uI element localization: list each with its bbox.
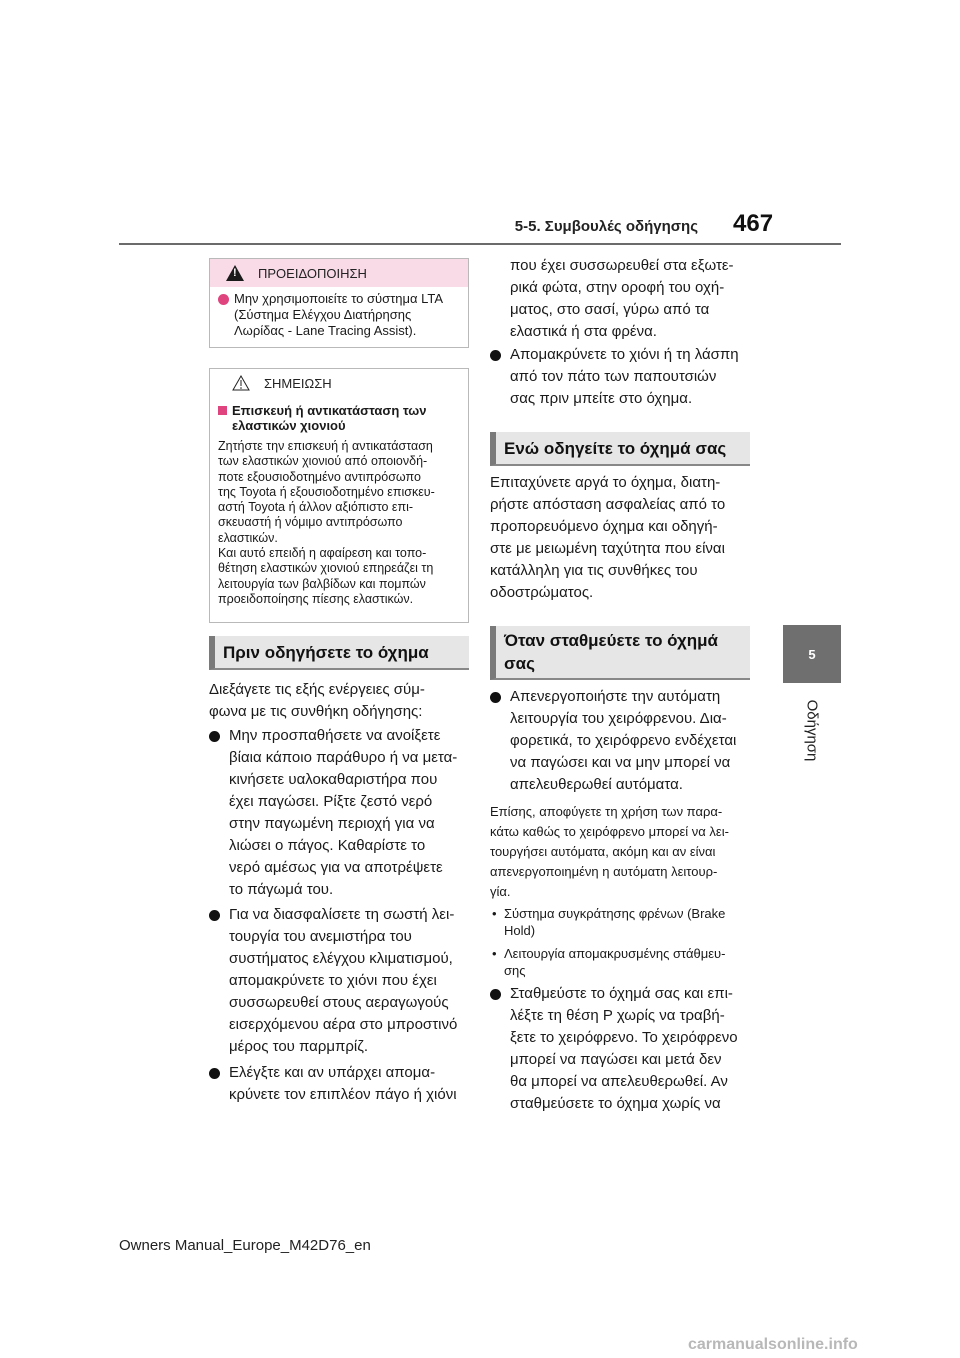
warning-header	[210, 259, 468, 287]
when-parking-sub-bullet-1: • Σύστημα συγκράτησης φρένων (Brake Hold)	[492, 905, 757, 939]
before-driving-continuation: που έχει συσσωρευθεί στα εξωτε- ρικά φώτα, στην οροφή του οχή- ματος, στο σασί, γύρω από τα ελαστικά ή στα φρένα.	[510, 257, 734, 340]
before-driving-bullet-4: Απομακρύνετε το χιόνι ή τη λάσπη από τον πάτο των παπουτσιών σας πριν μπείτε στο όχημα.	[490, 344, 760, 410]
warning-box	[209, 258, 469, 348]
before-driving-bullet-3: Ελέγξτε και αν υπάρχει απομα- κρύνετε τον επιπλέον πάγο ή χιόνι	[209, 1062, 469, 1106]
chapter-label-text: Οδήγηση	[803, 699, 821, 762]
note-header	[210, 369, 468, 397]
note-title: ΣΗΜΕΙΩΣΗ	[264, 375, 332, 391]
before-driving-bullet-1: Μην προσπαθήσετε να ανοίξετε βίαια κάποιο παράθυρο ή να μετα- κινήσετε υαλοκαθαριστήρα που έχει παγώσει. Ρίξτε ζεστό νερό στην παγωμένη περιοχή για να λιώσει ο πάγος. Καθαρίστε το νερό αμέσως για να αποτρέψετε το πάγωμά του.	[209, 725, 469, 901]
chapter-label	[783, 690, 841, 770]
before-driving-bullet-2: Για να διασφαλίσετε τη σωστή λει- τουργία του ανεμιστήρα του συστήματος ελέγχου κλιματισμού, απομακρύνετε το χιόνι που έχει συσσωρευθεί στους αεραγωγούς εισερχόμενου αέρα στο μπροστινό μέρος του παρμπρίζ.	[209, 904, 469, 1058]
note-subtitle: Επισκευή ή αντικατάσταση των ελαστικών χιονιού	[232, 403, 427, 433]
while-driving-heading-text: Ενώ οδηγείτε το όχημά σας	[504, 438, 727, 458]
warning-text: Μην χρησιμοποιείτε το σύστημα LTA (Σύστημα Ελέγχου Διατήρησης Λωρίδας - Lane Tracing Assist).	[234, 291, 444, 338]
note-text: Ζητήστε την επισκευή ή αντικατάσταση των ελαστικών χιονιού από οποιονδή- ποτε εξουσιοδοτημένο αντιπρόσωπο της Toyota ή εξουσιοδοτημένο επισκευ- αστή Toyota ή άλλον αξιόπιστο επι- σκευαστή ή νόμιμο αντιπρόσωπο ελαστικών. Και αυτό επειδή η αφαίρεση και τοπο- θέτηση ελαστικών χιονιού επηρεάζει τη λειτουργία των βαλβίδων και πομπών προειδοποίησης πίεσης ελαστικών.	[218, 439, 435, 606]
warning-bullet-icon	[218, 294, 229, 305]
warning-body	[210, 287, 468, 339]
chapter-number: 5	[808, 646, 816, 662]
warning-icon	[226, 265, 244, 281]
before-driving-intro: Διεξάγετε τις εξής ενέργειες σύμ- φωνα με τις συνθήκη οδήγησης:	[209, 681, 425, 720]
page-number: 467	[733, 210, 774, 237]
when-parking-heading-text: Όταν σταθμεύετε το όχημά σας	[504, 631, 718, 673]
warning-title: ΠΡΟΕΙΔΟΠΟΙΗΣΗ	[258, 265, 367, 281]
when-parking-bullet-1: Απενεργοποιήστε την αυτόματη λειτουργία του χειρόφρενου. Δια- φορετικά, το χειρόφρενο ενδέχεται να παγώσει και να μην μπορεί να απελευθερωθεί αυτόματα.	[490, 686, 760, 796]
while-driving-heading	[490, 432, 750, 466]
before-driving-heading-text: Πριν οδηγήσετε το όχημα	[223, 642, 429, 662]
note-subheading	[210, 397, 468, 433]
when-parking-sub-bullet-2: • Λειτουργία απομακρυσμένης στάθμευ- σης	[492, 945, 757, 979]
watermark: carmanualsonline.info	[688, 1336, 858, 1353]
before-driving-heading	[209, 636, 469, 670]
note-square-icon	[218, 406, 227, 415]
while-driving-text: Επιταχύνετε αργά το όχημα, διατη- ρήστε απόσταση ασφαλείας από το προπορευόμενο όχημα και οδηγή- στε με μειωμένη ταχύτητα που είναι κατάλληλη για τις συνθήκες του οδοστρώματος.	[490, 474, 726, 601]
when-parking-note: Επίσης, αποφύγετε τη χρήση των παρα- κάτω καθώς το χειρόφρενο μπορεί να λει- τουργήσει αυτόματα, ακόμη και αν είναι απενεργοποιημένη η αυτόματη λειτουρ- γία.	[490, 804, 729, 899]
header-divider	[119, 243, 841, 245]
when-parking-bullet-2: Σταθμεύστε το όχημά σας και επι- λέξτε τη θέση P χωρίς να τραβή- ξετε το χειρόφρενο. Το χειρόφρενο μπορεί να παγώσει και μετά δεν θα μπορεί να απελευθερωθεί. Αν σταθμεύσετε το όχημα χωρίς να	[490, 983, 760, 1115]
note-icon	[232, 375, 250, 391]
chapter-tab	[783, 625, 841, 683]
footer-text: Owners Manual_Europe_M42D76_en	[119, 1237, 371, 1254]
section-title: 5-5. Συμβουλές οδήγησης	[514, 218, 698, 235]
note-box	[209, 368, 469, 623]
when-parking-heading	[490, 626, 750, 680]
